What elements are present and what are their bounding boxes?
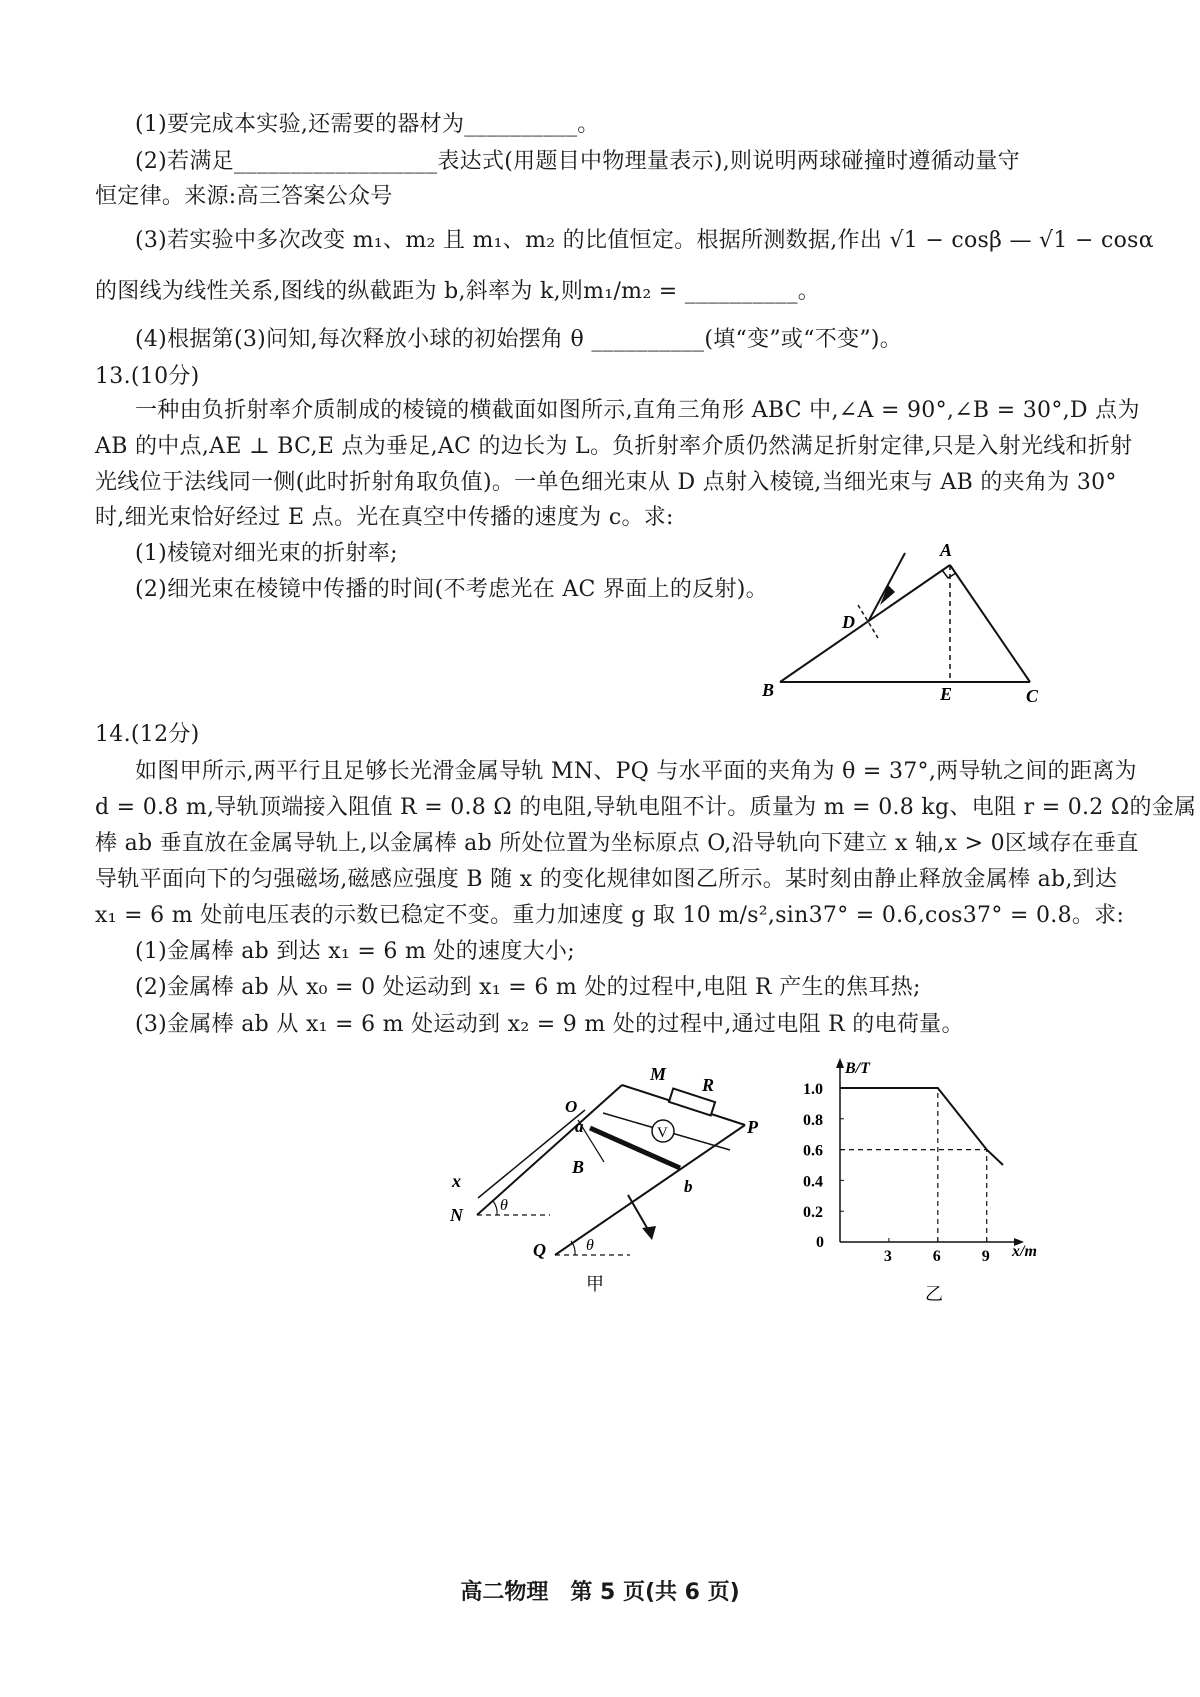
chart-y-tick-label: 0.6 xyxy=(803,1142,823,1160)
label-b: B xyxy=(762,680,775,700)
prism-side-ab xyxy=(780,565,950,682)
chart-y-tick-label: 0.2 xyxy=(803,1204,823,1222)
label-q: Q xyxy=(533,1240,546,1260)
incident-ray xyxy=(868,553,905,622)
q13-body-line3: 光线位于法线同一侧(此时折射角取负值)。一单色细光束从 D 点射入棱镜,当细光束与 AB 的夹角为 30° xyxy=(95,470,1117,495)
chart-y-tick-label: 0.4 xyxy=(803,1173,823,1191)
q12-part2-line1: (2)若满足__________________表达式(用题目中物理量表示),则说明两球碰撞时遵循动量守 xyxy=(135,149,1020,174)
label-theta-q: θ xyxy=(586,1237,594,1254)
chart-x-label: x/m xyxy=(1012,1243,1037,1260)
label-o: O xyxy=(565,1097,578,1116)
label-x: x xyxy=(452,1171,461,1191)
label-d: D xyxy=(842,612,855,632)
field-arrow-icon xyxy=(642,1226,656,1240)
rails-figure xyxy=(440,1060,780,1310)
label-a-rod: a xyxy=(575,1117,584,1136)
q14-sub1: (1)金属棒 ab 到达 x₁ = 6 m 处的速度大小; xyxy=(135,939,575,964)
x-axis-line xyxy=(478,1110,585,1198)
field-arrow xyxy=(628,1195,650,1233)
angle-arc-n xyxy=(493,1201,497,1215)
q13-body-line1: 一种由负折射率介质制成的棱镜的横截面如图所示,直角三角形 ABC 中,∠A = 90°,∠B = 30°,D 点为 xyxy=(135,398,1140,423)
q13-sub2: (2)细光束在棱镜中传播的时间(不考虑光在 AC 界面上的反射)。 xyxy=(135,577,768,602)
y-axis-arrow-icon xyxy=(836,1058,844,1068)
q12-part1: (1)要完成本实验,还需要的器材为__________。 xyxy=(135,112,600,137)
q12-part3-line1: (3)若实验中多次改变 m₁、m₂ 且 m₁、m₂ 的比值恒定。根据所测数据,作出 √1 − cosβ — √1 − cosα xyxy=(135,228,1154,253)
q14-body-line1: 如图甲所示,两平行且足够长光滑金属导轨 MN、PQ 与水平面的夹角为 θ = 37°,两导轨之间的距离为 xyxy=(135,759,1137,784)
label-b-rod: b xyxy=(684,1177,693,1196)
label-n: N xyxy=(450,1205,463,1225)
chart-x-tick-label: 6 xyxy=(932,1248,941,1265)
q14-heading: 14.(12分) xyxy=(95,722,200,747)
prism-figure xyxy=(740,535,1120,710)
q13-heading: 13.(10分) xyxy=(95,364,200,389)
chart-y-tick-label: 1.0 xyxy=(803,1081,823,1098)
label-a: A xyxy=(940,540,953,560)
q14-sub3: (3)金属棒 ab 从 x₁ = 6 m 处运动到 x₂ = 9 m 处的过程中,通过电阻 R 的电荷量。 xyxy=(135,1012,964,1037)
page-footer: 高二物理 第 5 页(共 6 页) xyxy=(460,1580,740,1605)
q14-sub2: (2)金属棒 ab 从 x₀ = 0 处运动到 x₁ = 6 m 处的过程中,电阻 R 产生的焦耳热; xyxy=(135,975,921,1000)
chart-series-line xyxy=(840,1088,1003,1165)
label-b-field: B xyxy=(572,1157,585,1177)
chart-x-tick-label: 9 xyxy=(981,1248,990,1265)
label-e: E xyxy=(940,684,953,704)
q14-body-line4: 导轨平面向下的匀强磁场,磁感应强度 B 随 x 的变化规律如图乙所示。某时刻由静止释放金属棒 ab,到达 xyxy=(95,867,1118,892)
rail-mn xyxy=(477,1085,622,1215)
b-x-chart xyxy=(790,1055,1060,1305)
label-r: R xyxy=(702,1075,715,1095)
q14-body-line3: 棒 ab 垂直放在金属导轨上,以金属棒 ab 所处位置为坐标原点 O,沿导轨向下建立 x 轴,x > 0区域存在垂直 xyxy=(95,831,1139,856)
q13-body-line2: AB 的中点,AE ⊥ BC,E 点为垂足,AC 的边长为 L。负折射率介质仍然满足折射定律,只是入射光线和折射 xyxy=(95,434,1133,459)
figure-caption-jia: 甲 xyxy=(586,1274,604,1294)
q13-sub1: (1)棱镜对细光束的折射率; xyxy=(135,541,398,566)
chart-x-tick-label: 3 xyxy=(883,1248,892,1265)
q12-part2-line2: 恒定律。来源:高三答案公众号 xyxy=(95,184,393,209)
chart-y-label: B/T xyxy=(845,1060,870,1077)
q13-body-line4: 时,细光束恰好经过 E 点。光在真空中传播的速度为 c。求: xyxy=(95,505,674,530)
label-theta-n: θ xyxy=(500,1197,508,1214)
label-m: M xyxy=(650,1064,667,1084)
label-c: C xyxy=(1026,686,1039,706)
label-v: V xyxy=(657,1125,668,1141)
q14-body-line5: x₁ = 6 m 处前电压表的示数已稳定不变。重力加速度 g 取 10 m/s²,sin37° = 0.6,cos37° = 0.8。求: xyxy=(95,903,1125,928)
chart-y-tick-label: 0.8 xyxy=(803,1111,823,1129)
q12-part3-line2: 的图线为线性关系,图线的纵截距为 b,斜率为 k,则m₁/m₂ = __________。 xyxy=(95,279,821,304)
label-p: P xyxy=(747,1117,758,1137)
figure-caption-yi: 乙 xyxy=(925,1284,943,1304)
prism-side-ac xyxy=(950,565,1030,682)
q14-body-line2: d = 0.8 m,导轨顶端接入阻值 R = 0.8 Ω 的电阻,导轨电阻不计。质量为 m = 0.8 kg、电阻 r = 0.2 Ω的金属 xyxy=(95,795,1197,820)
q12-part4: (4)根据第(3)问知,每次释放小球的初始摆角 θ __________(填“变”或“不变”)。 xyxy=(135,327,903,352)
chart-origin-label: 0 xyxy=(816,1234,824,1251)
